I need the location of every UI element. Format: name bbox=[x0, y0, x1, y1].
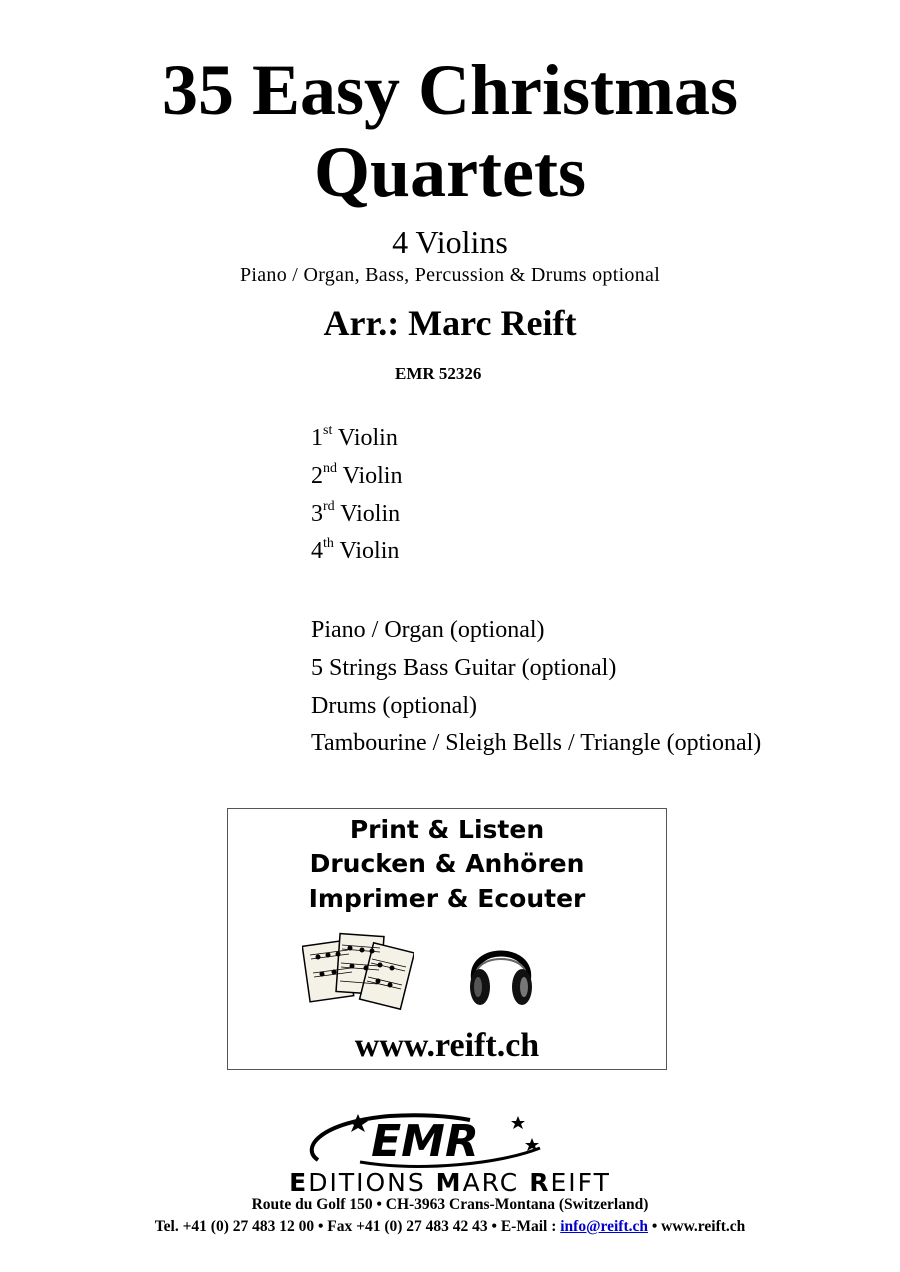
optional-parts-list bbox=[311, 612, 761, 763]
part-item: 3rd Violin bbox=[311, 498, 401, 527]
title-line-2: Quartets bbox=[314, 132, 586, 212]
optional-part-item: Tambourine / Sleigh Bells / Triangle (optional) bbox=[311, 730, 762, 757]
promo-line-de: Drucken & Anhören bbox=[309, 849, 585, 878]
parts-list bbox=[311, 420, 402, 571]
publisher-name: EDITIONS MARC REIFT bbox=[289, 1168, 611, 1197]
promo-url: www.reift.ch bbox=[354, 1027, 540, 1064]
catalog-number: EMR 52326 bbox=[395, 364, 482, 383]
optional-part-item: Piano / Organ (optional) bbox=[311, 617, 545, 643]
publisher-address: Route du Golf 150 • CH-3963 Crans-Montana (Switzerland) bbox=[251, 1196, 649, 1213]
part-item: 2nd Violin bbox=[311, 460, 403, 489]
promo-line-en: Print & Listen bbox=[349, 815, 545, 844]
email-link[interactable]: info@reift.ch bbox=[560, 1218, 648, 1235]
arranger: Arr.: Marc Reift bbox=[323, 303, 577, 343]
optional-part-item: 5 Strings Bass Guitar (optional) bbox=[311, 654, 617, 681]
publisher-contact: Tel. +41 (0) 27 483 12 00 • Fax +41 (0) 27 483 42 43 • E-Mail : info@reift.ch • www.reift.ch bbox=[154, 1218, 746, 1235]
print-listen-box bbox=[227, 808, 667, 1070]
emr-logo bbox=[300, 1108, 550, 1172]
optional-instruments: Piano / Organ, Bass, Percussion & Drums optional bbox=[239, 264, 661, 286]
promo-line-fr: Imprimer & Ecouter bbox=[308, 884, 586, 913]
svg-text:EMR: EMR bbox=[371, 1116, 479, 1167]
instrumentation: 4 Violins bbox=[392, 224, 508, 260]
part-item: 1st Violin bbox=[311, 423, 398, 451]
part-item: 4th Violin bbox=[311, 536, 400, 565]
headphones-icon bbox=[466, 931, 536, 1011]
sheet-music-icon bbox=[302, 929, 414, 1011]
optional-part-item: Drums (optional) bbox=[311, 692, 477, 719]
title-line-1: 35 Easy Christmas bbox=[161, 50, 739, 130]
